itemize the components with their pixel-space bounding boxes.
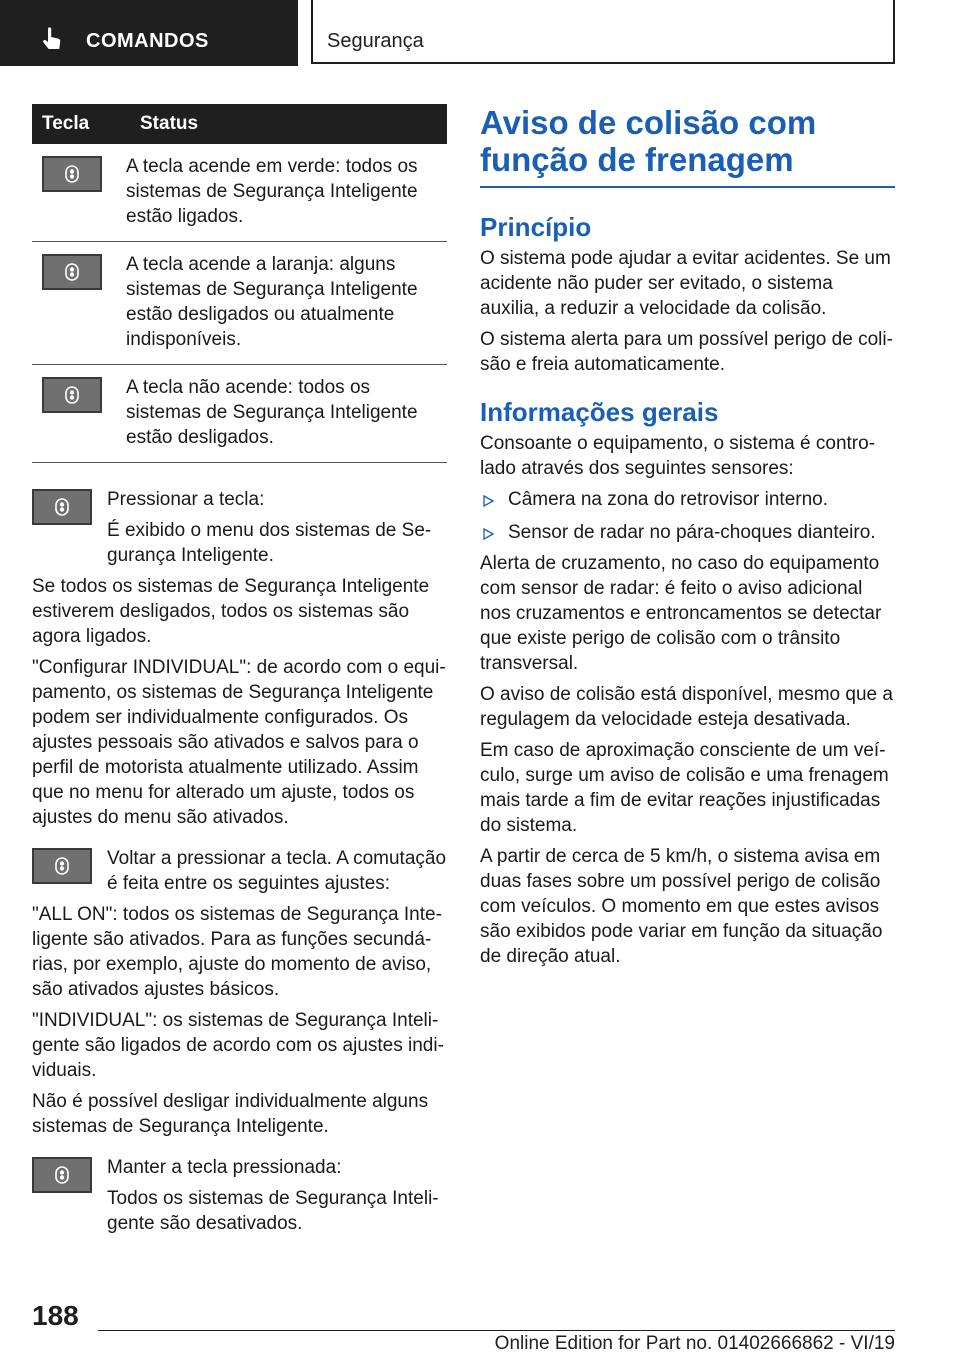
paragraph: "INDIVIDUAL": os sistemas de Segurança Inteligente são ligados de acordo com os ajustes individuais. bbox=[32, 1010, 444, 1081]
press-again-block bbox=[32, 846, 447, 896]
paragraph: O sistema alerta para um possível perigo de colisão e freia automaticamente. bbox=[480, 329, 893, 375]
table-row bbox=[32, 365, 447, 463]
paragraph: O sistema pode ajudar a evitar acidentes. Se um acidente não puder ser evitado, o sistema auxilia, a reduzir a velocidade da colisão. bbox=[480, 248, 891, 319]
chapter-tab[interactable] bbox=[0, 0, 298, 66]
subheading-principio: Princípio bbox=[480, 212, 592, 242]
paragraph: Não é possível desligar individualmente alguns sistemas de Segurança Inteligente. bbox=[32, 1091, 429, 1137]
paragraph: "ALL ON": todos os sistemas de Segurança Inteligente são ativados. Para as funções secundárias, por exemplo, ajuste do momento de aviso, são ativados ajustes básicos. bbox=[32, 904, 442, 1000]
paragraph: "Configurar INDIVIDUAL": de acordo com o equipamento, os sistemas de Segurança Inteligente podem ser individualmente configurados. Os ajustes pessoais são ativados e salvos para o perfil de motorista atualmente utilizado. Assim que no menu for alterado um ajuste, todos os ajustes do menu são ativados. bbox=[32, 657, 446, 828]
status-text: A tecla acende a laranja: alguns sistemas de Segurança Inteligente estão desligados ou atualmente indisponíveis. bbox=[126, 242, 447, 365]
paragraph: Voltar a pressionar a tecla. A comutação é feita entre os seguintes ajustes: bbox=[107, 848, 447, 894]
paragraph: Se todos os sistemas de Segurança Inteligente estiverem desligados, todos os sistemas são agora ligados. bbox=[32, 576, 430, 647]
table-row bbox=[32, 242, 447, 365]
press-key-block bbox=[32, 487, 447, 568]
intelligent-safety-key-icon bbox=[32, 848, 92, 884]
triangle-bullet-icon bbox=[482, 528, 494, 540]
paragraph: Pressionar a tecla: bbox=[107, 489, 265, 510]
hand-pointer-icon bbox=[40, 27, 64, 51]
chapter-label: COMANDOS bbox=[86, 30, 209, 52]
list-item: Sensor de radar no pára-choques dianteiro. bbox=[480, 520, 895, 545]
col-header-tecla: Tecla bbox=[32, 104, 126, 144]
footer-divider bbox=[98, 1330, 895, 1331]
section-title: Aviso de colisão com função de frenagem bbox=[480, 104, 895, 188]
intelligent-safety-key-icon bbox=[32, 489, 92, 525]
right-column bbox=[480, 104, 895, 969]
table-header bbox=[32, 104, 447, 144]
page-header bbox=[0, 0, 960, 66]
status-text: A tecla não acende: todos os sistemas de Segurança Inteligente estão desligados. bbox=[126, 365, 447, 463]
page-number: 188 bbox=[32, 1300, 79, 1331]
intelligent-safety-key-icon bbox=[32, 1157, 92, 1193]
paragraph: A partir de cerca de 5 km/h, o sistema avisa em duas fases sobre um possível perigo de colisão com veículos. O momento em que estes avisos são exibidos pode variar em função da situação de direção atual. bbox=[480, 846, 883, 967]
col-header-status: Status bbox=[126, 104, 447, 144]
intelligent-safety-key-icon bbox=[42, 254, 102, 290]
hold-key-block bbox=[32, 1155, 447, 1236]
list-item: Câmera na zona do retrovisor interno. bbox=[480, 487, 895, 512]
triangle-bullet-icon bbox=[482, 495, 494, 507]
paragraph: É exibido o menu dos sistemas de Segurança Inteligente. bbox=[107, 520, 432, 566]
status-table bbox=[32, 104, 447, 463]
left-column bbox=[32, 104, 447, 1236]
section-tab[interactable] bbox=[311, 0, 895, 64]
sensor-list bbox=[480, 487, 895, 545]
table-row bbox=[32, 144, 447, 242]
paragraph: Alerta de cruzamento, no caso do equipamento com sensor de radar: é feito o aviso adicional nos cruzamentos e entroncamentos se detectar que existe perigo de colisão com o trânsito transversal. bbox=[480, 553, 882, 674]
paragraph: Manter a tecla pressionada: bbox=[107, 1157, 342, 1178]
paragraph: Em caso de aproximação consciente de um veículo, surge um aviso de colisão e uma frenagem mais tarde a fim de evitar reações injustificadas do sistema. bbox=[480, 740, 889, 836]
edition-info: Online Edition for Part no. 01402666862 - VI/19 bbox=[494, 1333, 895, 1354]
paragraph: Todos os sistemas de Segurança Inteligente são desativados. bbox=[107, 1188, 439, 1234]
status-text: A tecla acende em verde: todos os sistemas de Segurança Inteligente estão ligados. bbox=[126, 144, 447, 242]
intelligent-safety-key-icon bbox=[42, 377, 102, 413]
section-label: Segurança bbox=[327, 30, 424, 52]
paragraph: O aviso de colisão está disponível, mesmo que a regulagem da velocidade esteja desativada. bbox=[480, 684, 893, 730]
subheading-informacoes-gerais: Informações gerais bbox=[480, 397, 719, 427]
intelligent-safety-key-icon bbox=[42, 156, 102, 192]
paragraph: Consoante o equipamento, o sistema é controlado através dos seguintes sensores: bbox=[480, 433, 876, 479]
